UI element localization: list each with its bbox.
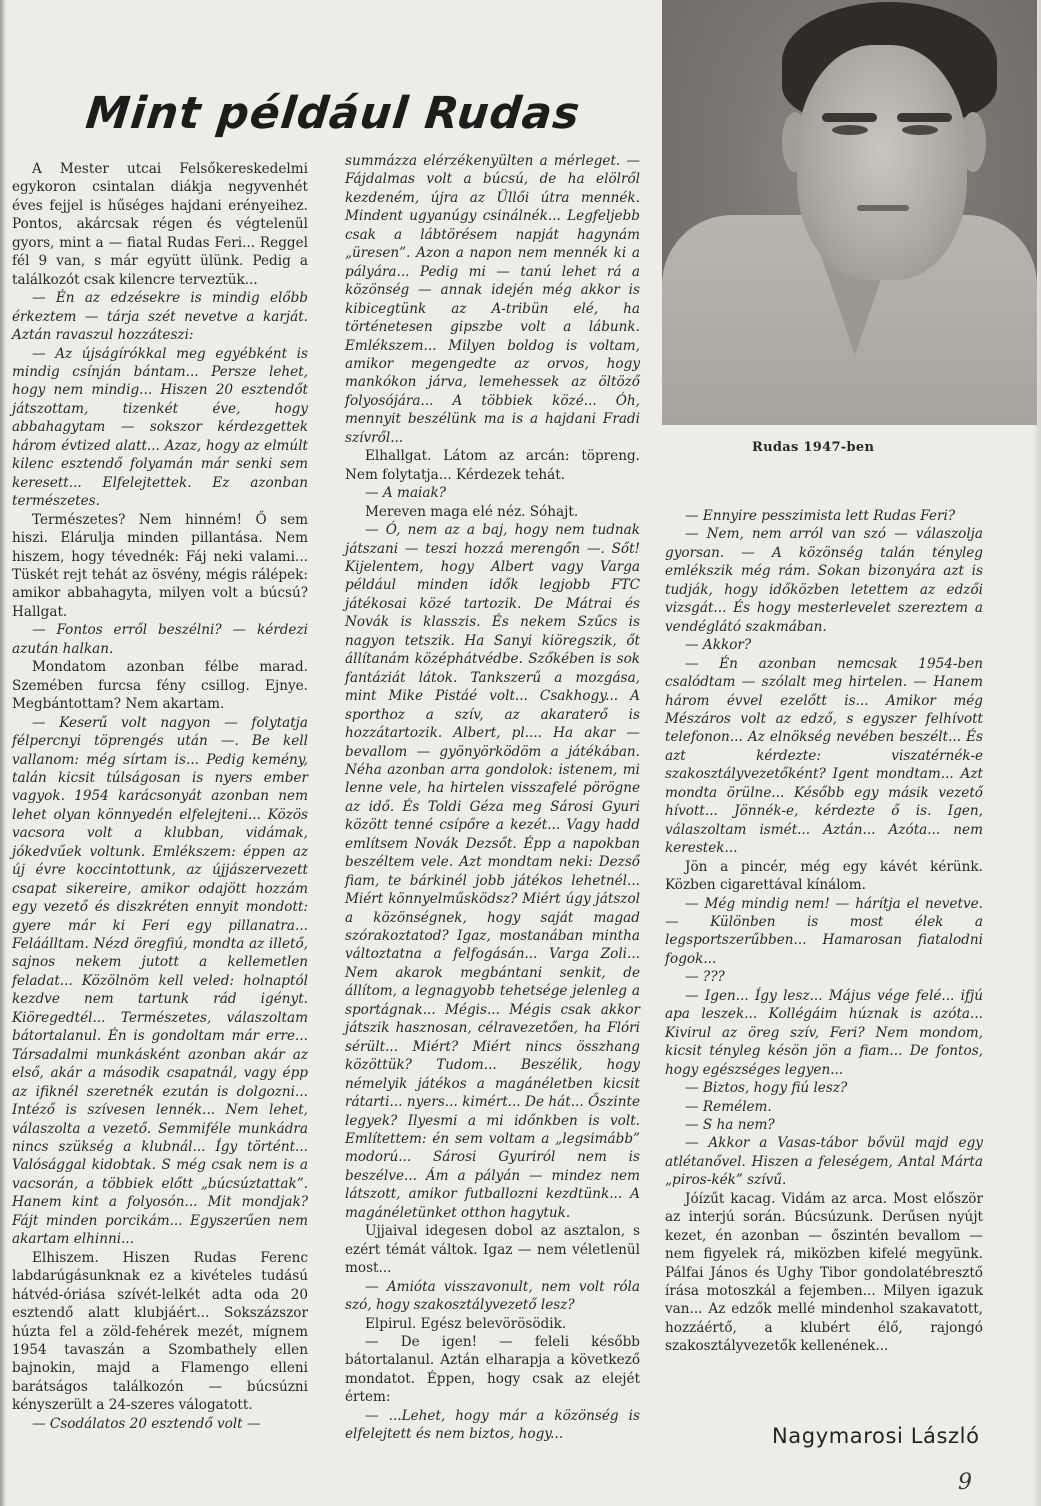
text-column-2 [345, 152, 640, 1444]
paragraph: — Igen... Így lesz... Május vége felé... ifjú apa leszek... Kollégáim húznak is azóta... Kivirul az öreg szív, Feri? Nem mondom, kicsit tényleg késön jön a fiam... De fontos, hogy egészséges legyen... [665, 987, 983, 1078]
photo-eye [902, 125, 938, 135]
paragraph: A Mester utcai Felsőkereskedelmi egykoron csintalan diákja negyvenhét éves fejjel is hűséges hajdani erényeihez. Pontos, akárcsak régen és végtelenül gyors, mint a — fiatal Rudas Feri... Reggel fél 9 van, s már együtt ülünk. Pedig a találkozót csak kilencre terveztük... [12, 161, 308, 288]
photo-face [797, 45, 967, 280]
paragraph: — Ó, nem az a baj, hogy nem tudnak játszani — teszi hozzá merengőn —. Sőt! Kijelentem, hogy Albert vagy Varga például minden idők legjobb FTC játékosai közé tartozik. De Mátrai és Novák is klasszis. És nekem Szűcs is nagyon tetszik. Ha Sanyi kiöregszik, őt állítanám középhátvédbe. Szőkében is sok fantáziát látok. Tankszerű a mozgása, mint Mike Pistáé volt... Csakhogy... A sporthoz a szív, az akaraterő is hozzátartozik. Albert, pl.... Ha akar — bevallom — gyönyörködöm a játékában. Néha azonban arra gondolok: istenem, mi lenne vele, ha hirtelen visszafelé pörögne az idő. És Toldi Géza meg Sárosi Gyuri között tenné csípőre a kezét... Vagy hadd említsem Novák Dezsőt. Épp a napokban beszéltem vele. Azt mondtam neki: Dezső fiam, te bárkinél jobb játékos lehetnél... Miért könnyelműsködsz? Miért úgy játszol a közönségnek, hogy saját magad szórakoztatod? Igaz, mostanában mintha változtatna a felfogásán... Varga Zoli... Nem akarok megbántani senkit, de állítom, a legnagyobb tehetsége jelenleg a sportágnak... Mégis... Mégis csak akkor játszik hasznosan, célravezetően, ha Flóri sérült... Miért? Miért nincs összhang közöttük? Tudom... Beszélik, hogy némelyik játékos a magánéletben kicsit rátarti... nyers... kimért... De hát... Őszinte legyek? Ilyesmi a mi időnkben is volt. Említettem: én sem voltam a „legsimább” modorú... Sárosi Gyuriról nem is beszélve... Ám a pályán — mindez nem látszott, amikor futballozni kezdtünk... A magánéletünket otthon hagytuk. [345, 522, 640, 1221]
paragraph: — Amióta visszavonult, nem volt róla szó, hogy szakosztályvezető lesz? [345, 1278, 640, 1314]
paragraph: — Én azonban nemcsak 1954-ben csalódtam — szólalt meg hirtelen. — Hanem három évvel ezelőtt is... Amikor még Mészáros volt az edző, s egyszer felhívott telefonon... Az elnökség nevében beszélt... És azt kérdezte: viszatérnék-e szakosztályvezetőként? Igent mondtam... Azt mondta örülne... Később egy másik vezető hívott... Jönnék-e, kérdezte ő is. Igen, válaszoltam ismét... Aztán... Azóta... nem kerestek... [665, 655, 983, 857]
paragraph: Elhiszem. Hiszen Rudas Ferenc labdarúgásunknak ez a kivételes tudású hátvéd-óriása szívét-lelkét adta oda 20 esztendő alatt klubjáért... Sokszázszor húzta fel a zöld-fehérek mezét, mígnem 1954 tavaszán a Szombathely ellen bajnokin, majd a Flamengo elleni barátságos találkozón — búcsúzni kényszerült a 24-szeres válogatott. [12, 1249, 308, 1414]
paragraph: — Fontos erről beszélni? — kérdezi azután halkan. [12, 622, 308, 657]
paragraph: — Még mindig nem! — hárítja el nevetve. — Különben is most élek a legsportszerűbben... Hamarosan fiatalodni fogok... [665, 895, 983, 967]
article-title: Mint például Rudas [83, 88, 583, 139]
portrait-photo [662, 0, 1037, 425]
paragraph: — Akkor a Vasas-tábor bővül majd egy atlétanővel. Hiszen a feleségem, Antal Márta „piros-kék” szívű. [665, 1135, 983, 1189]
paragraph: — ...Lehet, hogy már a közönség is elfelejtett és nem biztos, hogy... [345, 1407, 640, 1443]
paragraph: — Biztos, hogy fiú lesz? [685, 1080, 848, 1097]
text-column-3 [665, 507, 983, 1356]
paragraph: Elhallgat. Látom az arcán: töpreng. Nem folytatja... Kérdezek tehát. [345, 448, 640, 483]
paragraph: — S ha nem? [685, 1116, 775, 1133]
photo-brow [822, 113, 877, 122]
paragraph: — ??? [685, 969, 725, 986]
photo-brow [897, 113, 952, 122]
paragraph: — Akkor? [685, 637, 752, 654]
paragraph: Természetes? Nem hinném! Ő sem hiszi. Elárulja minden pillantása. Nem hiszem, hogy tévednék: Fáj neki valami... Tüskét rejt tehát az ösvény, mégis rálépek: amikor abbahagyta, milyen volt a búcsú? Hallgat. [12, 511, 308, 620]
paragraph: — Én az edzésekre is mindig előbb érkeztem — tárja szét nevetve a karját. Aztán ravaszul hozzáteszi: [12, 290, 308, 344]
paragraph: — Az újságírókkal meg egyébként is mindig csínján bántam... Persze lehet, hogy nem mindig... Hiszen 20 esztendőt játszottam, tizenkét éve, hogy abbahagytam — sokszor kérdezgettek három évtized alatt... Azaz, hogy az elmúlt kilenc esztendő folyamán már senki sem keresett... Elfelejtettek. Ez azonban természetes. [12, 345, 308, 510]
paragraph: — Remélem. [685, 1098, 772, 1115]
paragraph: Jóízűt kacag. Vidám az arca. Most először az interjú során. Búcsúzunk. Derűsen nyújt kezet, én azonban — őszintén bevallom — nem figyelek rá, miközben kifelé megyünk. Pálfai János és Ughy Tibor gondolatébresztő írása motoszkál a fejemben... Milyen igazuk van... Az edzők mellé mindenhol szakavatott, hozzáértő, a klubért élő, rajongó szakosztályvezetők kellenének... [665, 1190, 983, 1355]
paragraph: — Nem, nem arról van szó — válaszolja gyorsan. — A közönség talán tényleg emlékszik még rám. Sokan bizonyára azt is tudják, hogy időközben letettem az edzői vizsgát... És hogy mesterlevelet szereztem a vendéglátó szakmában. [665, 526, 983, 635]
photo-eye [832, 125, 868, 135]
paragraph: — Keserű volt nagyon — folytatja félpercnyi töprengés után —. Be kell vallanom: még sírtam is... Pedig kemény, talán kicsit túlságosan is nyers ember vagyok. 1954 karácsonyát azonban nem lehet olyan könnyedén elfelejteni... Közös vacsora volt a klubban, vidámak, jókedvűek voltunk. Emlékszem: éppen az új évre koccintottunk, az újjászervezett csapat sikereire, amikor odajött hozzám egy vezető és diszkréten ennyit mondott: gyere már ki Feri egy pillanatra... Feláálltam. Nézd öregfiú, mondta az illető, sajnos nekem jutott a kellemetlen feladat... Közölnöm kell veled: holnaptól kezdve nem tartunk rád igényt. Kiöregedtél... Természetes, válaszoltam bátortalanul. Én is gondoltam már erre... Társadalmi munkásként azonban akár az első, akár a második csapatnál, vagy épp az ifiknél szeretnék ezután is dolgozni... Intéző is szívesen lennék... Nem lehet, válaszolta a vezető. Semmiféle munkádra nincs szükség a klubnál... Így történt... Valósággal kidobtak. S még csak nem is a vacsorán, a többiek előtt „búcsúztattak”. Hanem kint a folyosón... Mit mondjak? Fájt minden porcikám... Egyszerűen nem akartam elhinni... [12, 714, 308, 1248]
photo-mouth [857, 205, 909, 211]
paragraph: — De igen! — feleli később bátortalanul. Aztán elharapja a következő mondatot. Éppen, hogy csak az elejét értem: [345, 1334, 640, 1406]
paragraph: — Csodálatos 20 esztendő volt — [32, 1415, 261, 1432]
paragraph: Ujjaival idegesen dobol az asztalon, s ezért témát váltok. Igaz — nem véletlenül most... [345, 1223, 640, 1277]
paragraph: Mondatom azonban félbe marad. Szemében furcsa fény csillog. Ejnye. Megbántottam? Nem akartam. [12, 659, 308, 713]
paragraph: Mereven maga elé néz. Sóhajt. [365, 503, 579, 520]
paragraph-continuation: summázza elérzékenyülten a mérleget. — Fájdalmas volt a búcsú, de ha elölről kezdeném, újra az Üllői útra mennék. Mindent ugyanúgy csinálnék... Legfeljebb csak a lábtörésem napját hagynám „üresen”. Azon a napon nem mennék ki a pályára... Pedig mi — tanú lehet rá a közönség — annak idején még akkor is kibicegtünk az A-tribün elé, ha történetesen gipszbe volt a lábunk. Emlékszem... Milyen boldog is voltam, amikor megengedte az orvos, hogy mankókon járva, lemehessek az öltöző folyosójára... A többiek közé... Óh, mennyit beszélünk ma is a hajdani Fradi szívről... [345, 153, 640, 446]
text-column-1 [12, 160, 308, 1433]
photo-caption: Rudas 1947-ben [752, 440, 875, 455]
paragraph: — A maiak? [365, 485, 447, 502]
paragraph: Elpirul. Egész belevörösödik. [365, 1315, 567, 1332]
paragraph: — Ennyire pesszimista lett Rudas Feri? [685, 508, 956, 524]
page-number: 9 [958, 1470, 972, 1495]
author-byline: Nagymarosi László [772, 1424, 980, 1448]
page-binding-shadow [0, 0, 6, 1506]
paragraph: Jön a pincér, még egy kávét kérünk. Közben cigarettával kínálom. [665, 858, 983, 894]
